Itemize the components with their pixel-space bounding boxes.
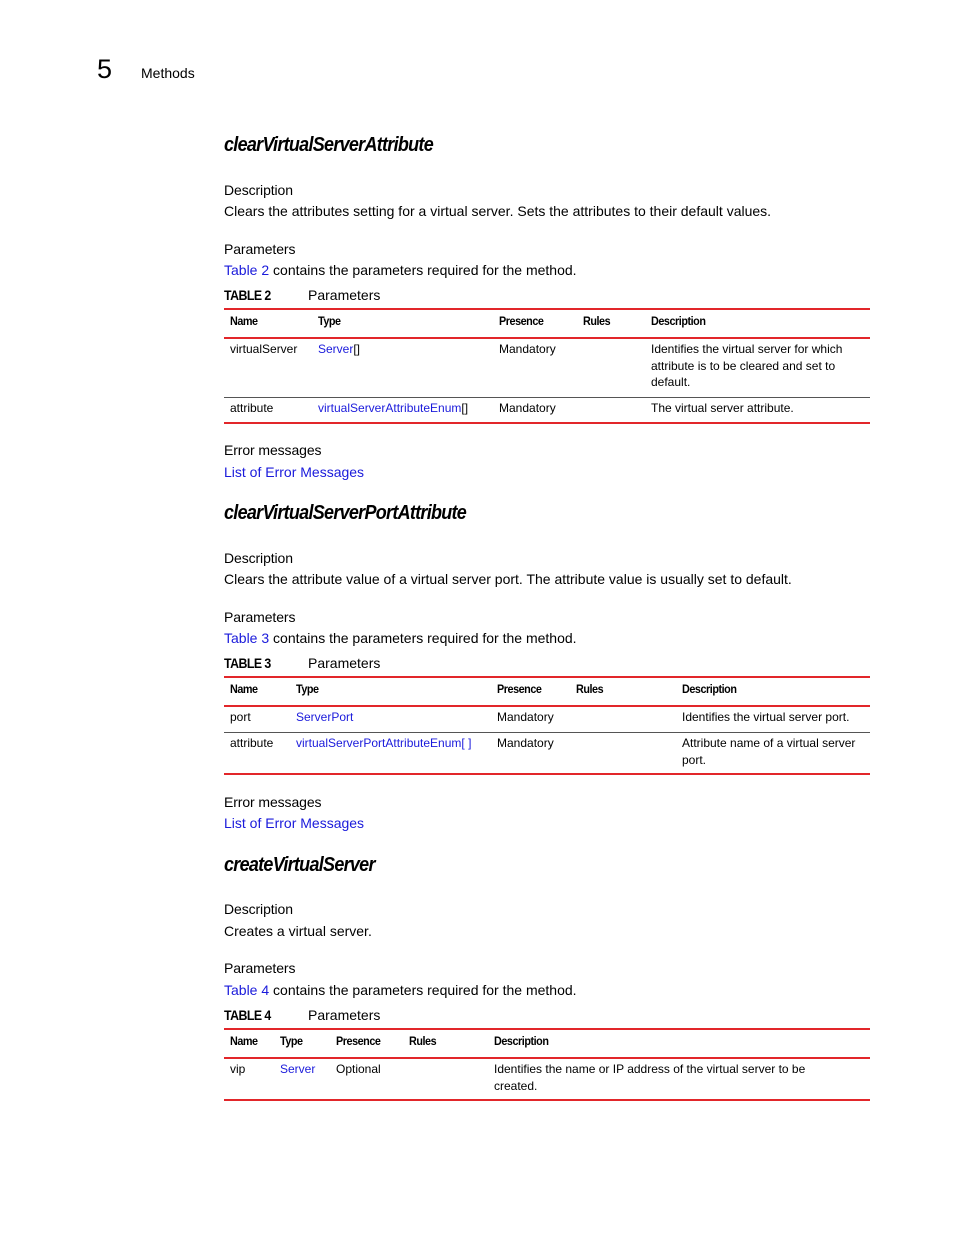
table-4-caption [224, 1007, 277, 1023]
cell-description: Identifies the virtual server port. [682, 710, 850, 724]
table-label: TABLE 2 [224, 287, 271, 303]
row-divider [224, 397, 870, 398]
description-text: Clears the attribute value of a virtual server port. The attribute value is usually set to default. [224, 571, 792, 587]
type-link[interactable]: ServerPort [296, 710, 354, 724]
cell-description: The virtual server attribute. [651, 401, 794, 415]
column-header-name: Name [230, 682, 258, 696]
error-messages-heading: Error messages [224, 442, 322, 458]
cell-name: virtualServer [230, 342, 298, 356]
chapter-number: 5 [97, 54, 113, 84]
type-link[interactable]: virtualServerAttributeEnum [318, 401, 462, 415]
table-top-rule [224, 308, 870, 310]
table-reference [224, 630, 577, 646]
cell-name: attribute [230, 736, 274, 750]
cell-type [296, 709, 353, 726]
column-header-presence: Presence [497, 682, 542, 696]
table-header-rule [224, 337, 870, 339]
section-title-clear-virtual-server-port-attribute: clearVirtualServerPortAttribute [224, 502, 467, 524]
column-header-type: Type [296, 682, 319, 696]
column-header-presence: Presence [499, 314, 544, 328]
column-header-presence: Presence [336, 1034, 381, 1048]
column-header-description: Description [651, 314, 706, 328]
table-2-caption [224, 287, 277, 303]
cell-description: Identifies the name or IP address of the virtual server to be created. [494, 1062, 806, 1093]
section-title-clear-virtual-server-attribute: clearVirtualServerAttribute [224, 134, 433, 156]
type-suffix: [] [461, 401, 469, 415]
table-caption-text: Parameters [308, 1007, 381, 1023]
table-3-caption [224, 655, 277, 671]
column-header-rules: Rules [576, 682, 604, 696]
table-reference-text: contains the parameters required for the method. [269, 630, 577, 646]
type-link[interactable]: virtualServerPortAttributeEnum[ ] [296, 736, 472, 750]
table-reference-text: contains the parameters required for the method. [269, 262, 577, 278]
table-caption-text: Parameters [308, 287, 381, 303]
type-suffix: [] [353, 342, 361, 356]
column-header-rules: Rules [583, 314, 611, 328]
table-bottom-rule [224, 422, 870, 424]
table-3-link[interactable]: Table 3 [224, 630, 270, 646]
cell-presence: Mandatory [497, 710, 554, 724]
table-bottom-rule [224, 773, 870, 775]
cell-description: Attribute name of a virtual server port. [682, 736, 856, 767]
column-header-name: Name [230, 1034, 258, 1048]
description-text: Clears the attributes setting for a virtual server. Sets the attributes to their default values. [224, 203, 772, 219]
cell-description: Identifies the virtual server for which attribute is to be cleared and set to default. [651, 342, 843, 389]
parameters-heading: Parameters [224, 609, 296, 625]
table-reference [224, 262, 577, 278]
cell-presence: Mandatory [499, 342, 556, 356]
cell-name: port [230, 710, 251, 724]
column-header-description: Description [494, 1034, 549, 1048]
cell-presence: Mandatory [497, 736, 554, 750]
parameters-heading: Parameters [224, 960, 296, 976]
cell-presence: Mandatory [499, 401, 556, 415]
cell-name: attribute [230, 401, 274, 415]
type-link[interactable]: Server [318, 342, 354, 356]
table-top-rule [224, 676, 870, 678]
section-title-create-virtual-server: createVirtualServer [224, 854, 375, 876]
column-header-type: Type [318, 314, 341, 328]
table-caption-text: Parameters [308, 655, 381, 671]
column-header-name: Name [230, 314, 258, 328]
column-header-description: Description [682, 682, 737, 696]
table-bottom-rule [224, 1099, 870, 1101]
description-heading: Description [224, 182, 293, 198]
table-label: TABLE 4 [224, 1007, 271, 1023]
table-top-rule [224, 1028, 870, 1030]
cell-type [280, 1061, 315, 1078]
table-4-link[interactable]: Table 4 [224, 982, 270, 998]
description-heading: Description [224, 901, 293, 917]
parameters-heading: Parameters [224, 241, 296, 257]
description-text: Creates a virtual server. [224, 923, 372, 939]
table-header-rule [224, 705, 870, 707]
column-header-type: Type [280, 1034, 303, 1048]
description-heading: Description [224, 550, 293, 566]
row-divider [224, 732, 870, 733]
cell-presence: Optional [336, 1062, 381, 1076]
cell-type [296, 735, 471, 752]
cell-type [318, 400, 468, 417]
table-header-rule [224, 1057, 870, 1059]
table-2-link[interactable]: Table 2 [224, 262, 270, 278]
table-reference [224, 982, 577, 998]
table-label: TABLE 3 [224, 655, 271, 671]
column-header-rules: Rules [409, 1034, 437, 1048]
table-reference-text: contains the parameters required for the method. [269, 982, 577, 998]
cell-type [318, 341, 360, 358]
error-messages-link[interactable]: List of Error Messages [224, 464, 365, 480]
type-link[interactable]: Server [280, 1062, 316, 1076]
error-messages-heading: Error messages [224, 794, 322, 810]
cell-name: vip [230, 1062, 246, 1076]
error-messages-link[interactable]: List of Error Messages [224, 815, 365, 831]
chapter-title: Methods [141, 65, 195, 81]
